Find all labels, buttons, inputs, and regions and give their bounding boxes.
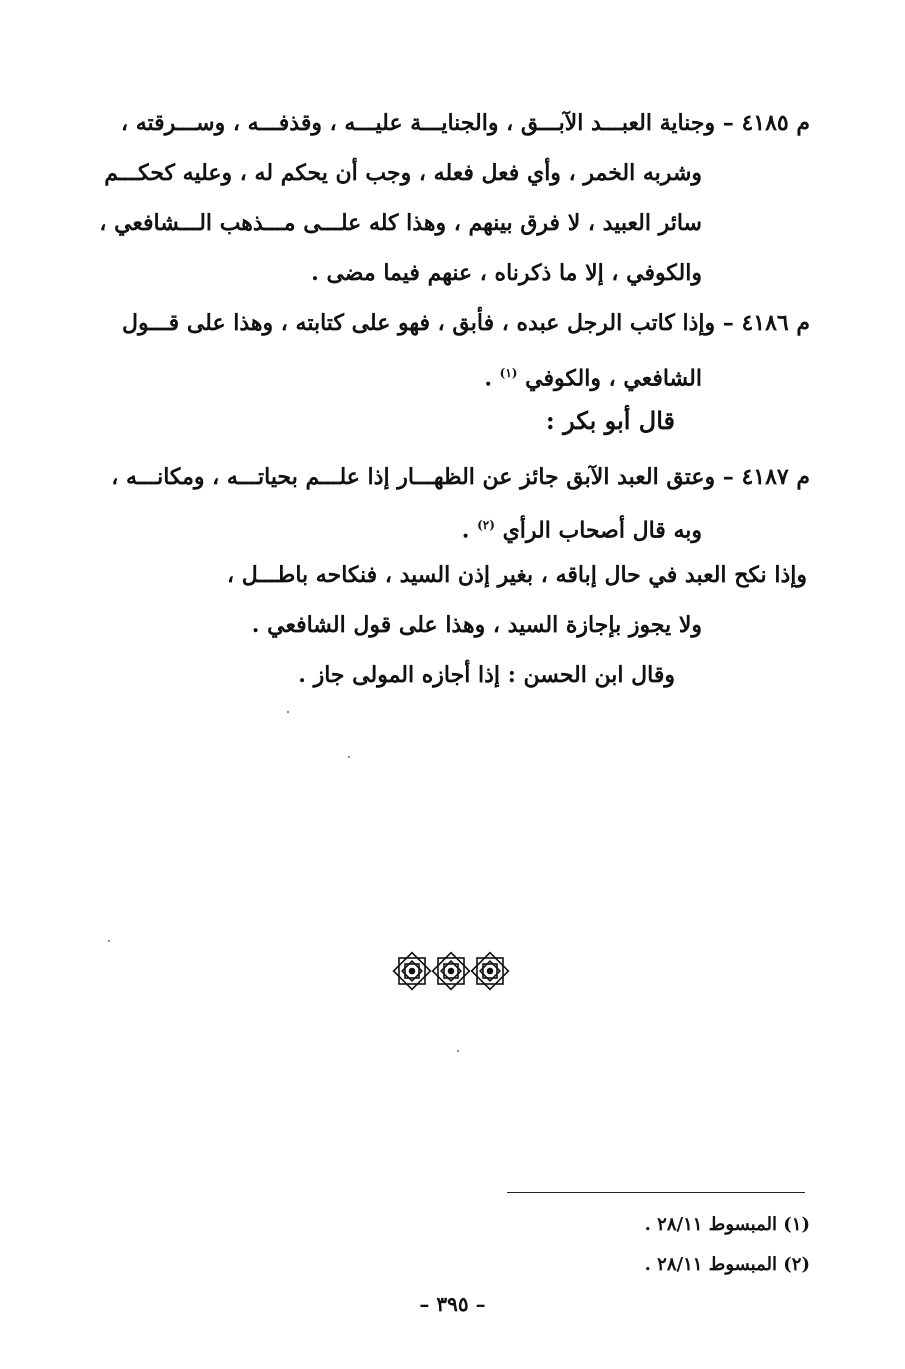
footnote-1: (١) المبسوط ٢٨/١١ . <box>644 1214 810 1235</box>
continuation-line-3: وقال ابن الحسن : إذا أجازه المولى جاز . <box>298 662 675 688</box>
paragraph-4186-line-1 <box>122 308 810 338</box>
paragraph-4185-line-4: والكوفي ، إلا ما ذكرناه ، عنهم فيما مضى . <box>311 260 702 286</box>
paragraph-4185-line-3: سائر العبيد ، لا فرق بينهم ، وهذا كله علـــى مـــذهب الـــشافعي ، <box>99 210 702 236</box>
line-end: . <box>461 517 470 544</box>
line-end: . <box>484 365 492 392</box>
paragraph-4187-line-2 <box>462 510 702 545</box>
paragraph-4187-line-1 <box>111 462 810 492</box>
paragraph-text: وبه قال أصحاب الرأي <box>502 517 702 544</box>
paragraph-number: م ٤١٨٦ – <box>722 310 810 336</box>
scan-speck <box>348 756 350 758</box>
paragraph-text: وإذا كاتب الرجل عبده ، فأبق ، فهو على كتابته ، وهذا على قـــول <box>121 310 716 336</box>
paragraph-4185-line-2: وشربه الخمر ، وأي فعل فعله ، وجب أن يحكم له ، وعليه كحكـــم <box>104 160 702 186</box>
footnote-ref-2: (٢) <box>477 518 495 532</box>
paragraph-number: م ٤١٨٧ – <box>722 464 810 490</box>
paragraph-text: الشافعي ، والكوفي <box>525 365 702 392</box>
footnote-2: (٢) المبسوط ٢٨/١١ . <box>644 1254 810 1275</box>
paragraph-4185-line-1 <box>121 108 810 138</box>
continuation-line-1: وإذا نكح العبد في حال إباقه ، بغير إذن السيد ، فنكاحه باطـــل ، <box>227 562 807 588</box>
scan-speck <box>108 940 110 942</box>
section-heading: قال أبو بكر : <box>545 406 675 435</box>
triple-star-ornament-icon <box>392 948 510 994</box>
paragraph-number: م ٤١٨٥ – <box>722 110 810 136</box>
scan-speck <box>287 711 289 713</box>
footnote-ref-1: (١) <box>499 366 518 380</box>
continuation-line-2: ولا يجوز بإجازة السيد ، وهذا على قول الشافعي . <box>251 612 702 638</box>
page-number: – ٣٩٥ – <box>419 1292 486 1316</box>
footnote-separator <box>507 1192 805 1193</box>
paragraph-text: وعتق العبد الآبق جائز عن الظهـــار إذا علـــم بحياتـــه ، ومكانـــه ، <box>111 464 716 490</box>
scan-speck <box>457 1050 459 1052</box>
paragraph-4186-line-2 <box>484 358 702 393</box>
paragraph-text: وجناية العبـــد الآبـــق ، والجنايـــة عليـــه ، وقذفـــه ، وســـرقته ، <box>120 110 716 136</box>
